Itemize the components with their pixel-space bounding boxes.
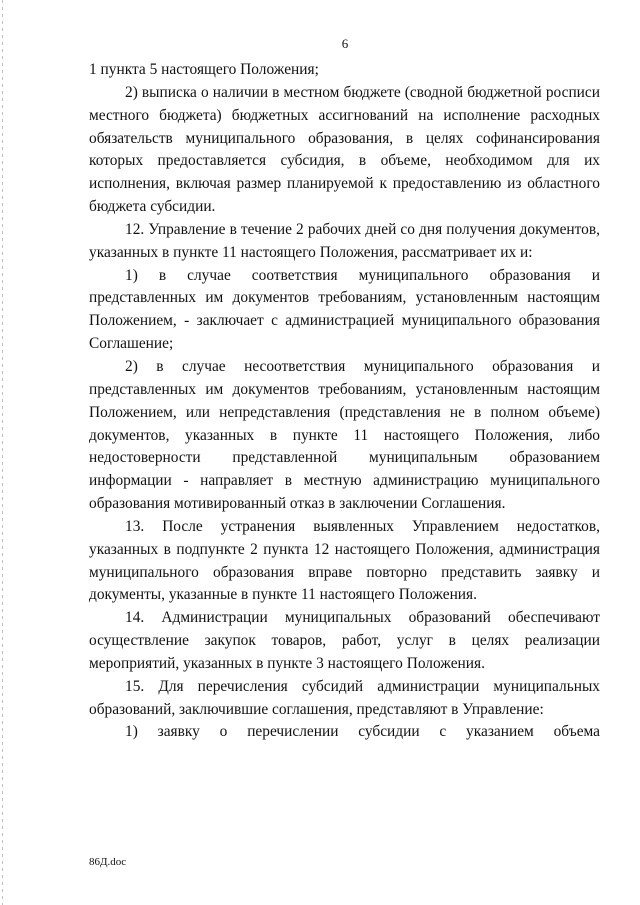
paragraph-section-12: 12. Управление в течение 2 рабочих дней со дня получения документов, указанных в пункте 11 настоящего Положения, рассматривает их и: xyxy=(89,220,600,261)
paragraph-continuation: 1 пункта 5 настоящего Положения; xyxy=(89,61,319,78)
paragraph-section-12-item-2: 2) в случае несоответствия муниципального образования и представленных им документов требованиям, установленным настоящим Положением, или непредставления (представления не в полном объеме) документов, указанных в пункте 11 настоящего Положения, либо недостоверности представленной муниципальным образованием информации - направляет в местную администрацию муниципального образования мотивированный отказ в заключении Соглашения. xyxy=(89,357,600,513)
paragraph-section-15: 15. Для перечисления субсидий администрации муниципальных образований, заключившие соглашения, представляют в Управление: xyxy=(89,677,600,718)
page-number: 6 xyxy=(341,36,349,51)
scan-edge-line xyxy=(2,0,3,905)
paragraph-section-15-item-1: 1) заявку о перечислении субсидии с указанием объема xyxy=(125,723,600,741)
paragraph-item-2-budget-extract: 2) выписка о наличии в местном бюджете (сводной бюджетной росписи местного бюджета) бюджетных ассигнований на исполнение расходных обязательств муниципального образования, в целях софинансирования которых предоставляется субсидия, в объеме, необходимом для их исполнения, включая размер планируемой к предоставлению из областного бюджета субсидии. xyxy=(89,83,600,216)
paragraph-section-13: 13. После устранения выявленных Управлением недостатков, указанных в подпункте 2 пункта 12 настоящего Положения, администрация муниципального образования вправе повторно представить заявку и документы, указанные в пункте 11 настоящего Положения. xyxy=(89,517,600,604)
paragraph-section-12-item-1: 1) в случае соответствия муниципального образования и представленных им документов требованиям, установленным настоящим Положением, - заключает с администрацией муниципального образования Соглашение; xyxy=(89,266,600,353)
footer-filename: 86Д.doc xyxy=(89,856,127,868)
document-body xyxy=(89,59,600,744)
paragraph-section-14: 14. Администрации муниципальных образований обеспечивают осуществление закупок товаров, работ, услуг в целях реализации мероприятий, указанных в пункте 3 настоящего Положения. xyxy=(89,609,600,672)
